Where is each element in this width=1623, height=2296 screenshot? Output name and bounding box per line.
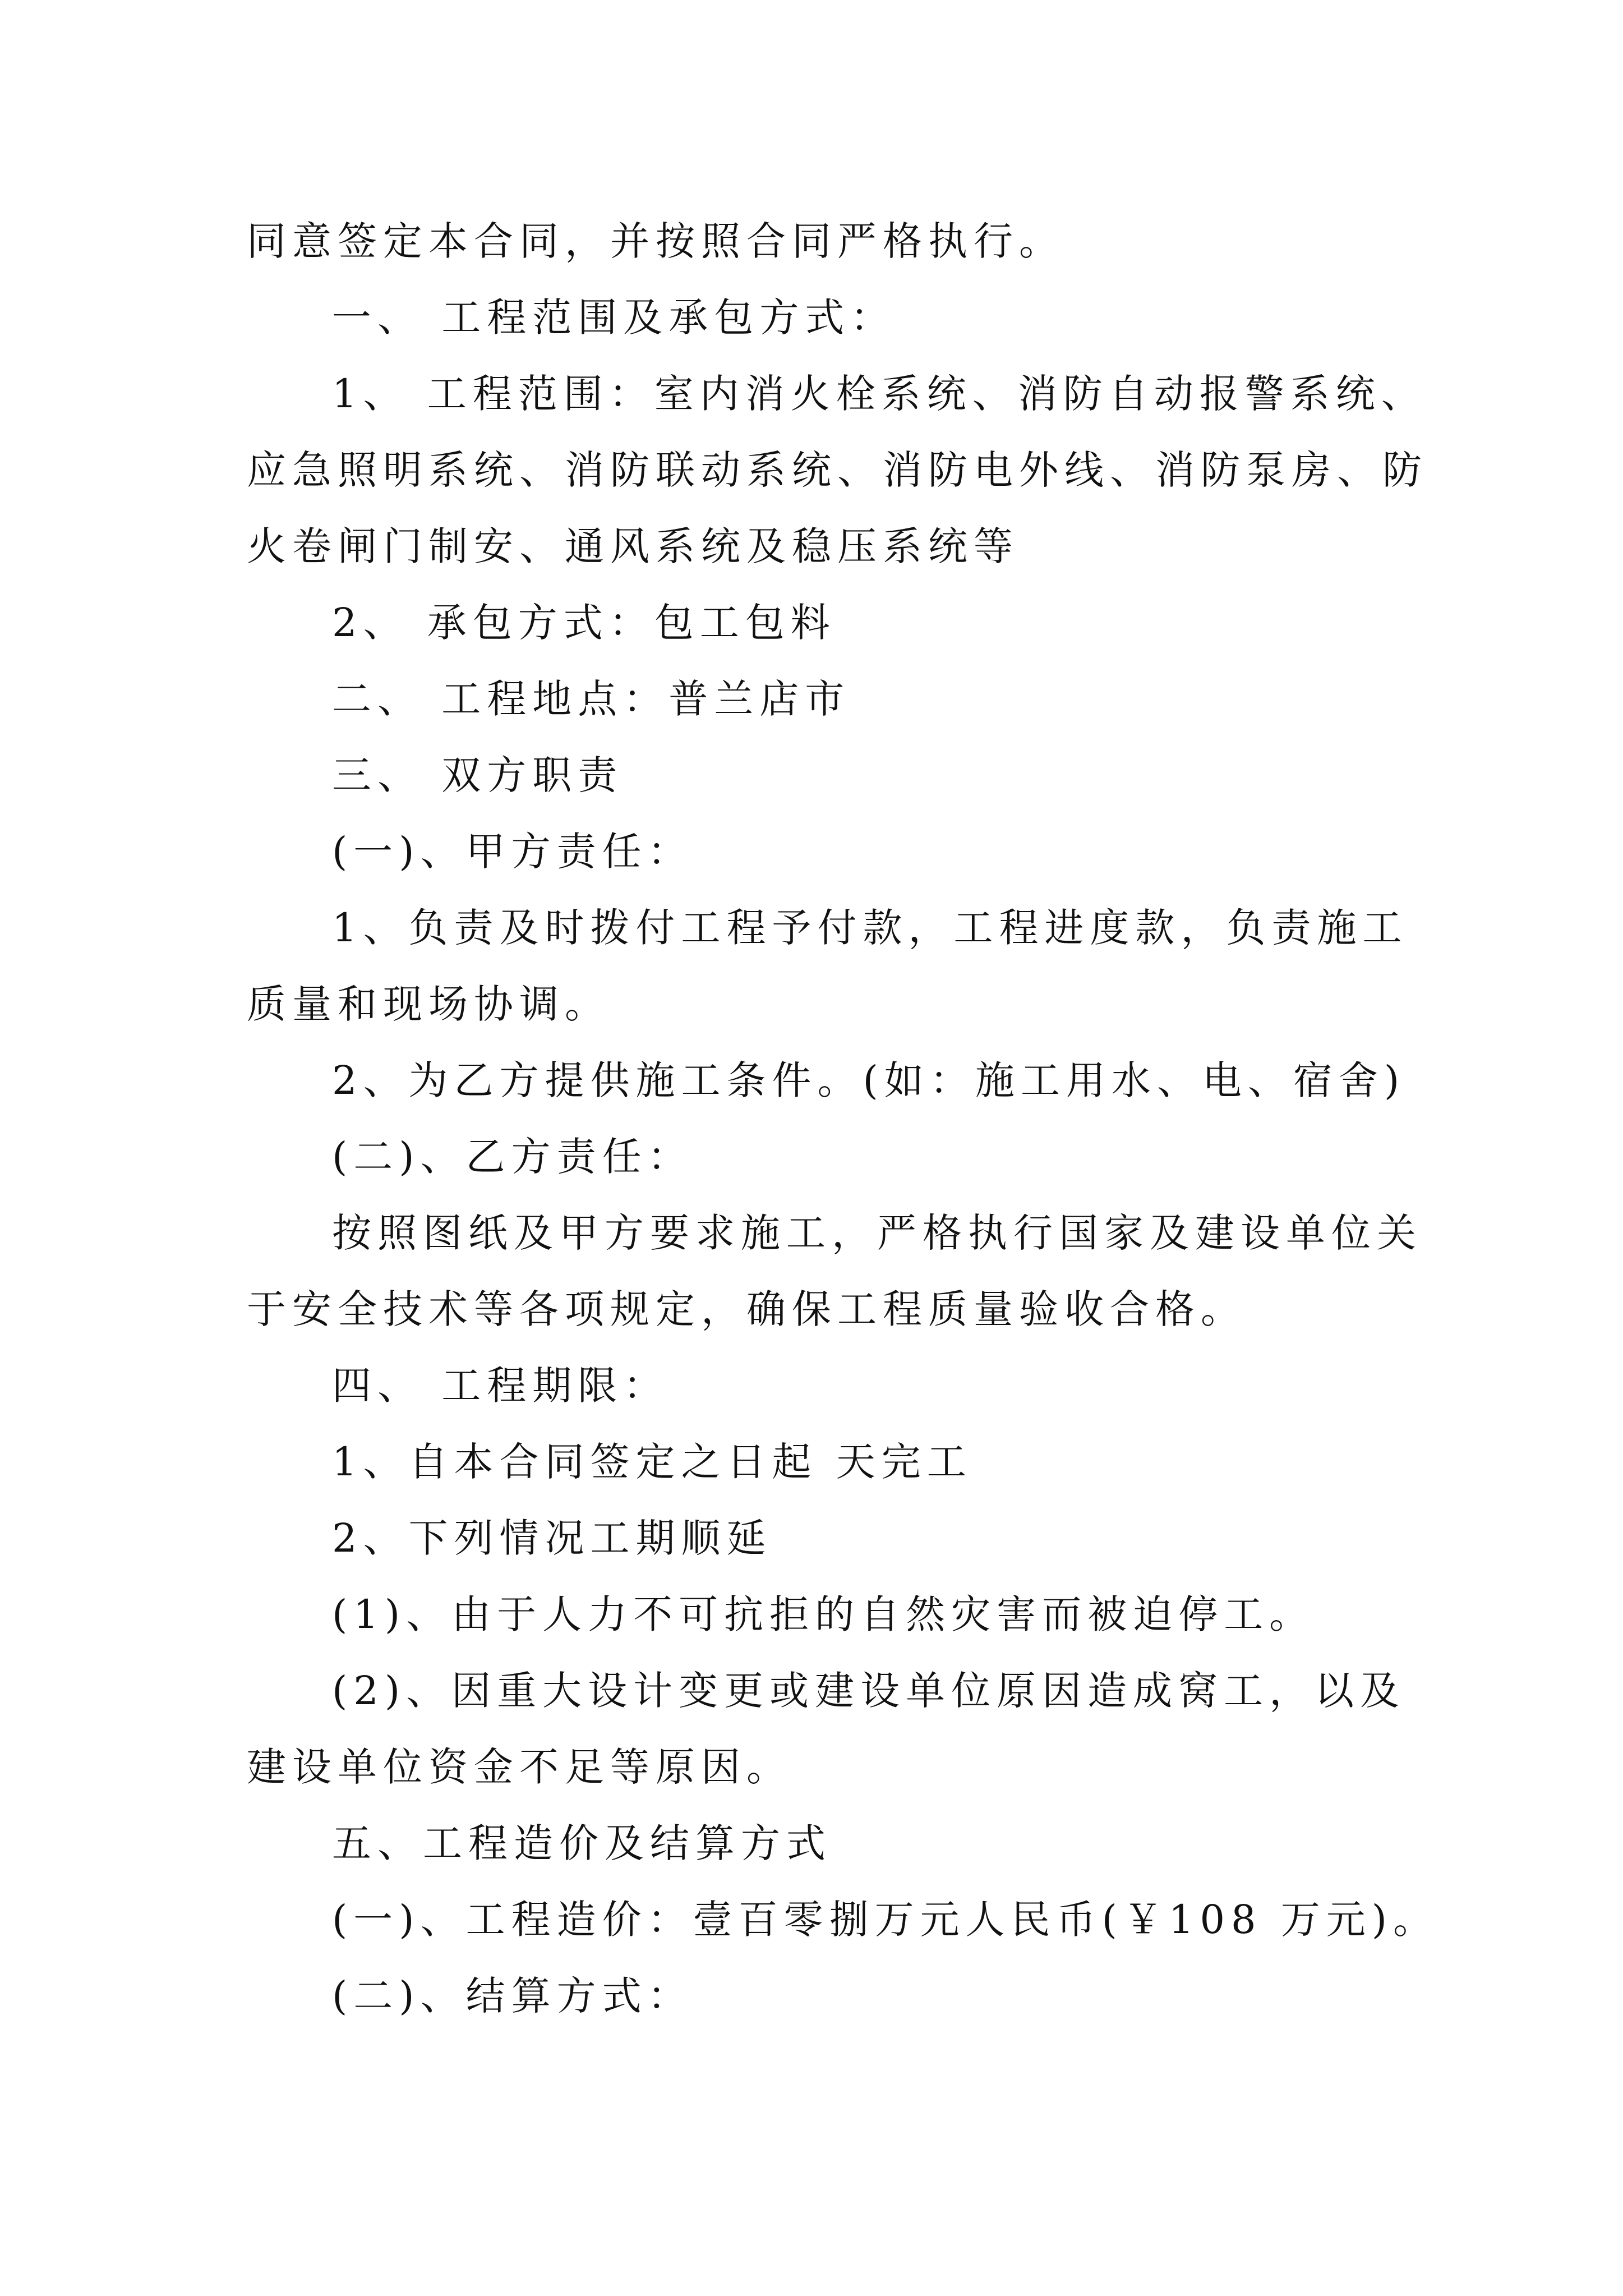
text-line: 建设单位资金不足等原因。 bbox=[247, 1744, 792, 1790]
section-heading: 四、 工程期限： bbox=[332, 1363, 669, 1409]
section-heading: 二、 工程地点：普兰店市 bbox=[332, 676, 851, 722]
text-line: 于安全技术等各项规定，确保工程质量验收合格。 bbox=[247, 1286, 1246, 1332]
subsection-heading: (二)、结算方式： bbox=[332, 1973, 693, 2019]
text-line: 同意签定本合同，并按照合同严格执行。 bbox=[247, 218, 1064, 264]
text-line: 1、自本合同签定之日起 天完工 bbox=[332, 1439, 972, 1485]
text-line: (一)、工程造价：壹百零捌万元人民币(￥108 万元)。 bbox=[332, 1897, 1439, 1943]
text-line: 质量和现场协调。 bbox=[247, 981, 610, 1027]
subsection-heading: (一)、甲方责任： bbox=[332, 829, 693, 875]
section-heading: 一、 工程范围及承包方式： bbox=[332, 295, 896, 341]
text-line: (2)、因重大设计变更或建设单位原因造成窝工，以及 bbox=[332, 1668, 1406, 1714]
section-heading: 五、工程造价及结算方式 bbox=[332, 1820, 832, 1866]
text-line: 2、为乙方提供施工条件。(如：施工用水、电、宿舍) bbox=[332, 1057, 1406, 1103]
text-line: 2、下列情况工期顺延 bbox=[332, 1515, 772, 1561]
section-heading: 三、 双方职责 bbox=[332, 752, 624, 798]
text-line: 1、 工程范围：室内消火栓系统、消防自动报警系统、 bbox=[332, 371, 1427, 417]
text-line: 火卷闸门制安、通风系统及稳压系统等 bbox=[247, 523, 1019, 569]
text-line: 1、负责及时拨付工程予付款，工程进度款，负责施工 bbox=[332, 905, 1408, 951]
text-line: 按照图纸及甲方要求施工，严格执行国家及建设单位关 bbox=[332, 1210, 1422, 1256]
text-line: (1)、由于人力不可抗拒的自然灾害而被迫停工。 bbox=[332, 1591, 1315, 1637]
subsection-heading: (二)、乙方责任： bbox=[332, 1134, 693, 1180]
text-line: 2、 承包方式：包工包料 bbox=[332, 600, 836, 646]
text-line: 应急照明系统、消防联动系统、消防电外线、消防泵房、防 bbox=[247, 447, 1428, 493]
